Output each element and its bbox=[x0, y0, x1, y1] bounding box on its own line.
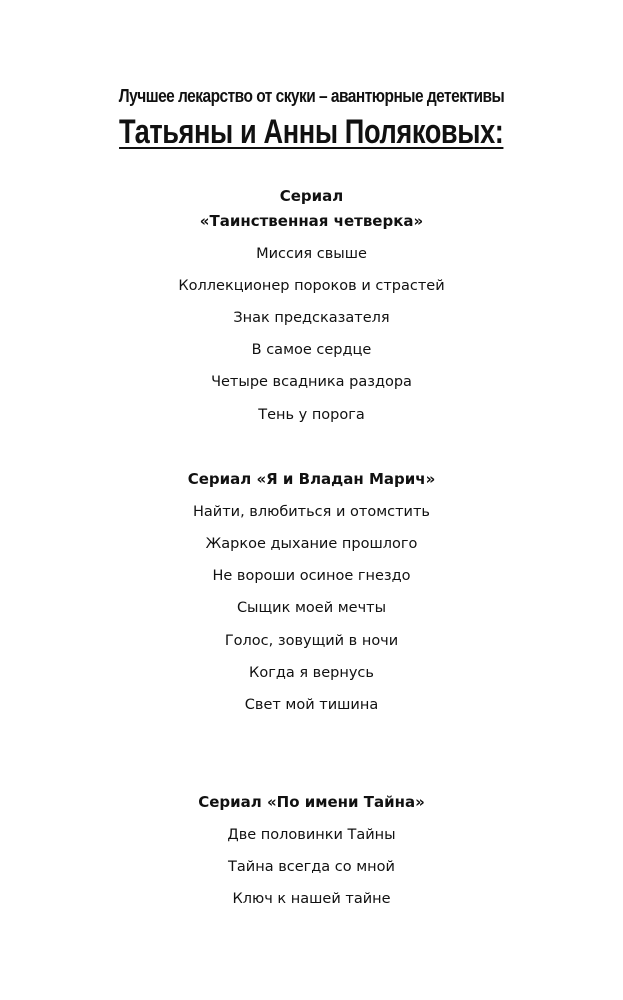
book-title: В самое сердце bbox=[251, 342, 372, 358]
book-title: Ключ к нашей тайне bbox=[232, 891, 391, 907]
book-title: Знак предсказателя bbox=[233, 310, 390, 326]
page-subtitle: Лучшее лекарство от скуки – авантюрные детективы bbox=[118, 86, 505, 106]
book-title: Сыщик моей мечты bbox=[236, 600, 387, 616]
book-title: Тайна всегда со мной bbox=[228, 859, 395, 875]
authors-title: Татьяны и Анны Поляковых: bbox=[119, 113, 504, 151]
series-1-heading-line-1: Сериал bbox=[279, 187, 344, 205]
page-title bbox=[0, 113, 623, 152]
book-title: Голос, зовущий в ночи bbox=[224, 633, 399, 649]
book-title: Жаркое дыхание прошлого bbox=[205, 536, 418, 552]
book-title: Найти, влюбиться и отомстить bbox=[193, 504, 430, 520]
book-title: Четыре всадника раздора bbox=[211, 374, 412, 390]
series-3-heading: Сериал «По имени Тайна» bbox=[198, 793, 425, 811]
book-title: Когда я вернусь bbox=[249, 665, 374, 681]
series-1-heading-line-2: «Таинственная четверка» bbox=[199, 212, 424, 230]
book-title: Тень у порога bbox=[258, 407, 365, 423]
book-title: Две половинки Тайны bbox=[227, 827, 396, 843]
book-title: Коллекционер пороков и страстей bbox=[178, 278, 445, 294]
book-title: Свет мой тишина bbox=[244, 697, 379, 713]
book-title: Не вороши осиное гнездо bbox=[212, 568, 411, 584]
book-title: Миссия свыше bbox=[256, 246, 367, 262]
series-2-heading: Сериал «Я и Владан Марич» bbox=[187, 470, 436, 488]
